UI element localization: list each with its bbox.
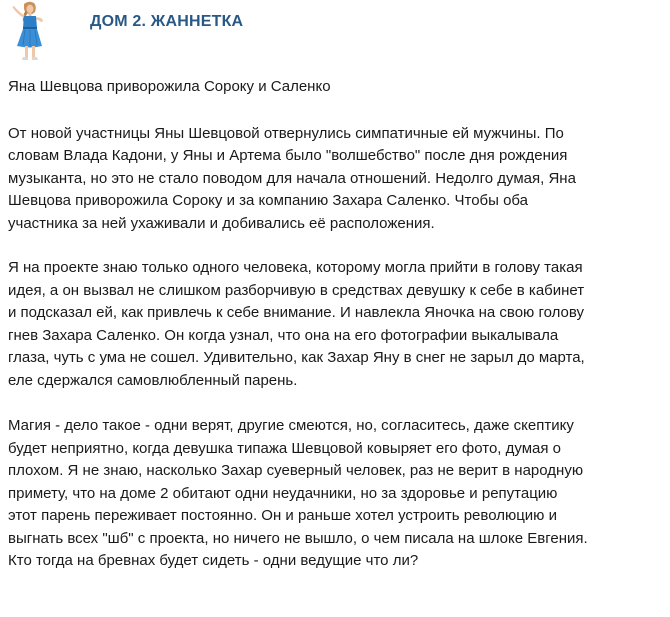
paragraph-line: гнев Захара Саленко. Он когда узнал, что она на его фотографии выкалывала	[8, 326, 559, 344]
paragraph-line: плохом. Я не знаю, насколько Захар суеверный человек, раз не верит в народную	[8, 462, 584, 479]
paragraph-line: еле сдержался самовлюбленный парень.	[8, 371, 298, 389]
paragraph-2	[8, 257, 666, 392]
post-title: Яна Шевцова приворожила Сороку и Саленко	[8, 78, 331, 95]
paragraph-line: и подсказал ей, как привлечь к себе внимание. И навлекла Яночка на свою голову	[8, 304, 585, 321]
paragraph-line: Шевцова приворожила Сороку и за компанию Захара Саленко. Чтобы оба	[8, 192, 529, 209]
paragraph-line: Кто тогда на бревнах будет сидеть - одни ведущие что ли?	[8, 552, 419, 569]
paragraph-line: примету, что на доме 2 обитают одни неудачники, но за здоровье и репутацию	[8, 484, 558, 502]
paragraph-line: словам Влада Кадони, у Яны и Артема было "волшебство" после дня рождения	[8, 147, 568, 164]
paragraph-line: участника за ней ухаживали и добивались её расположения.	[8, 214, 435, 232]
paragraph-line: От новой участницы Яны Шевцовой отвернулись симпатичные ей мужчины. По	[8, 124, 564, 142]
woman-in-blue-dress-avatar-icon	[2, 0, 56, 62]
paragraph-line: выгнать всех "шб" с проекта, но ничего не вышло, о чем писала на шлоке Евгения.	[8, 529, 588, 547]
paragraph-line: музыканта, но это не стало поводом для начала отношений. Недолго думая, Яна	[8, 169, 576, 187]
group-avatar[interactable]	[2, 0, 56, 62]
paragraph-line: глаза, чуть с ума не сошел. Удивительно, как Захар Яну в снег не зарыл до марта,	[8, 349, 585, 366]
paragraph-line: будет неприятно, когда девушка типажа Шевцовой ковыряет его фото, думая о	[8, 439, 561, 457]
paragraph-line: Я на проекте знаю только одного человека, которому могла прийти в голову такая	[8, 259, 583, 276]
paragraph-1	[8, 123, 666, 236]
paragraph-line: идея, а он вызвал не слишком разборчивую в средствах девушку к себе в кабинет	[8, 281, 585, 299]
post-content	[8, 76, 666, 573]
group-name-link[interactable]: ДОМ 2. ЖАННЕТКА	[90, 13, 244, 30]
paragraph-line: Магия - дело такое - одни верят, другие смеются, но, согласитесь, даже скептику	[8, 417, 574, 434]
post-header	[0, 0, 670, 62]
paragraph-3	[8, 415, 666, 573]
paragraph-line: этот парень переживает постоянно. Он и раньше хотел устроить революцию и	[8, 507, 557, 524]
